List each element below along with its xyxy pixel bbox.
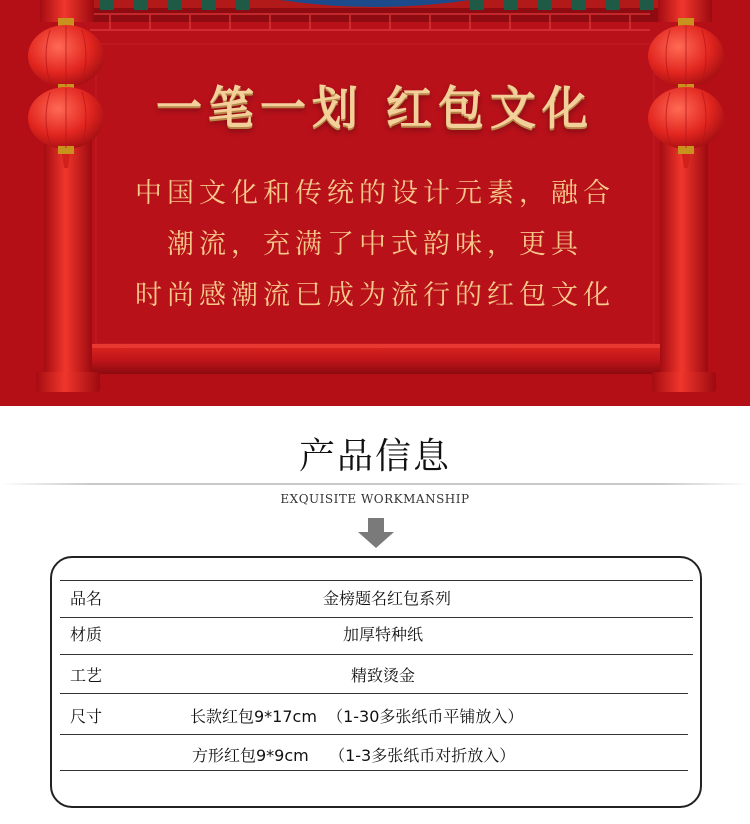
banner-title: 一笔一划 红包文化 — [155, 81, 594, 135]
banner-line-3: 时尚感潮流已成为流行的红包文化 — [135, 280, 615, 311]
table-rule — [60, 580, 693, 581]
table-rule — [60, 770, 688, 771]
section-title: 产品信息 — [298, 436, 451, 477]
row-label-name: 品名 — [70, 589, 103, 608]
row-value-craft: 精致烫金 — [350, 666, 415, 685]
hero-banner — [0, 0, 750, 406]
row-value-size-long: 长款红包9*17cm （1-30多张纸币平铺放入） — [190, 707, 524, 726]
section-divider — [0, 483, 750, 485]
table-rule — [60, 617, 693, 618]
row-value-size-square: 方形红包9*9cm （1-3多张纸币对折放入） — [192, 746, 516, 765]
row-label-size: 尺寸 — [70, 707, 103, 726]
row-label-material: 材质 — [70, 625, 103, 644]
section-subtitle: EXQUISITE WORKMANSHIP — [280, 492, 470, 506]
row-value-name: 金榜题名红包系列 — [322, 589, 451, 608]
row-label-craft: 工艺 — [70, 666, 103, 685]
table-rule — [60, 734, 688, 735]
banner-line-2: 潮流，充满了中式韵味，更具 — [167, 229, 583, 260]
table-rule — [60, 693, 688, 694]
table-rule — [60, 654, 693, 655]
arrow-down-icon — [357, 518, 395, 548]
banner-line-1: 中国文化和传统的设计元素，融合 — [135, 178, 615, 209]
row-value-material: 加厚特种纸 — [342, 625, 423, 644]
